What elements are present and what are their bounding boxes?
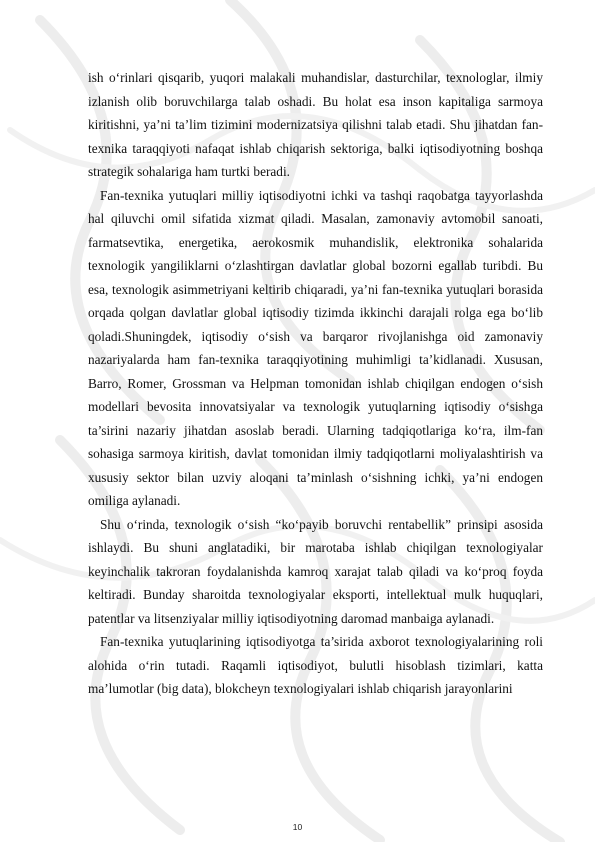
paragraph-4: Fan-texnika yutuqlarining iqtisodiyotga ta’sirida axborot texnologiyalarining roli alohida o‘rin tutadi. Raqamli iqtisodiyot, bulutli hisoblash tizimlari, katta ma’lumotlar (big data), blokcheyn texnologiyalari ishlab chiqarish jarayonlarini — [88, 634, 543, 696]
paragraph-1: ish o‘rinlari qisqarib, yuqori malakali muhandislar, dasturchilar, texnologlar, ilmiy izlanish olib boruvchilarga talab oshadi. Bu holat esa inson kapitaliga sarmoya kiritishni, ya’ni ta’lim tizimini modernizatsiya qilishni talab etadi. Shu jihatdan fan-texnika taraqqiyoti nafaqat ishlab chiqarish sektoriga, balki iqtisodiyotning boshqa strategik sohalariga ham turtki beradi. — [88, 70, 543, 179]
document-body — [88, 66, 543, 701]
paragraph-3: Shu o‘rinda, texnologik o‘sish “ko‘payib boruvchi rentabellik” prinsipi asosida ishlaydi. Bu shuni anglatadiki, bir marotaba ishlab chiqilgan texnologiyalar keyinchalik takroran foydalanishda kamroq xarajat talab qiladi va ko‘proq foyda keltiradi. Bunday sharoitda texnologiyalar eksporti, intellektual mulk huquqlari, patentlar va litsenziyalar milliy iqtisodiyotning daromad manbaiga aylanadi. — [88, 516, 543, 626]
page-number: 10 — [292, 822, 303, 832]
paragraph-2: Fan-texnika yutuqlari milliy iqtisodiyotni ichki va tashqi raqobatga tayyorlashda hal qiluvchi omil sifatida xizmat qiladi. Masalan, zamonaviy avtomobil sanoati, farmatsevtika, energetika, aerokosmik muhandislik, elektronika sohalarida texnologik yangiliklarni o‘zlashtirgan davlatlar global bozorni egallab turibdi. Bu esa, texnologik asimmetriyani keltirib chiqaradi, ya’ni fan-texnika yutuqlari borasida orqada qolgan davlatlar global iqtisodiy tizimda ikkinchi darajali rolga ega bo‘lib qoladi.Shuningdek, iqtisodiy o‘sish va barqaror rivojlanishga oid zamonaviy nazariyalarda ham fan-texnika taraqqiyotining muhimligi ta’kidlanadi. Xususan, Barro, Romer, Grossman va Helpman tomonidan ishlab chiqilgan endogen o‘sish modellari bevosita innovatsiyalar va texnologik yutuqlarning iqtisodiy o‘sishga ta’sirini nazariy jihatdan asoslab beradi. Ularning tadqiqotlariga ko‘ra, ilm-fan sohasiga sarmoya kiritish, davlat tomonidan ilmiy tadqiqotlarni moliyalashtirish va xususiy sektor bilan uzviy aloqani ta’minlash o‘sishning ichki, ya’ni endogen omiliga aylanadi. — [88, 187, 543, 508]
